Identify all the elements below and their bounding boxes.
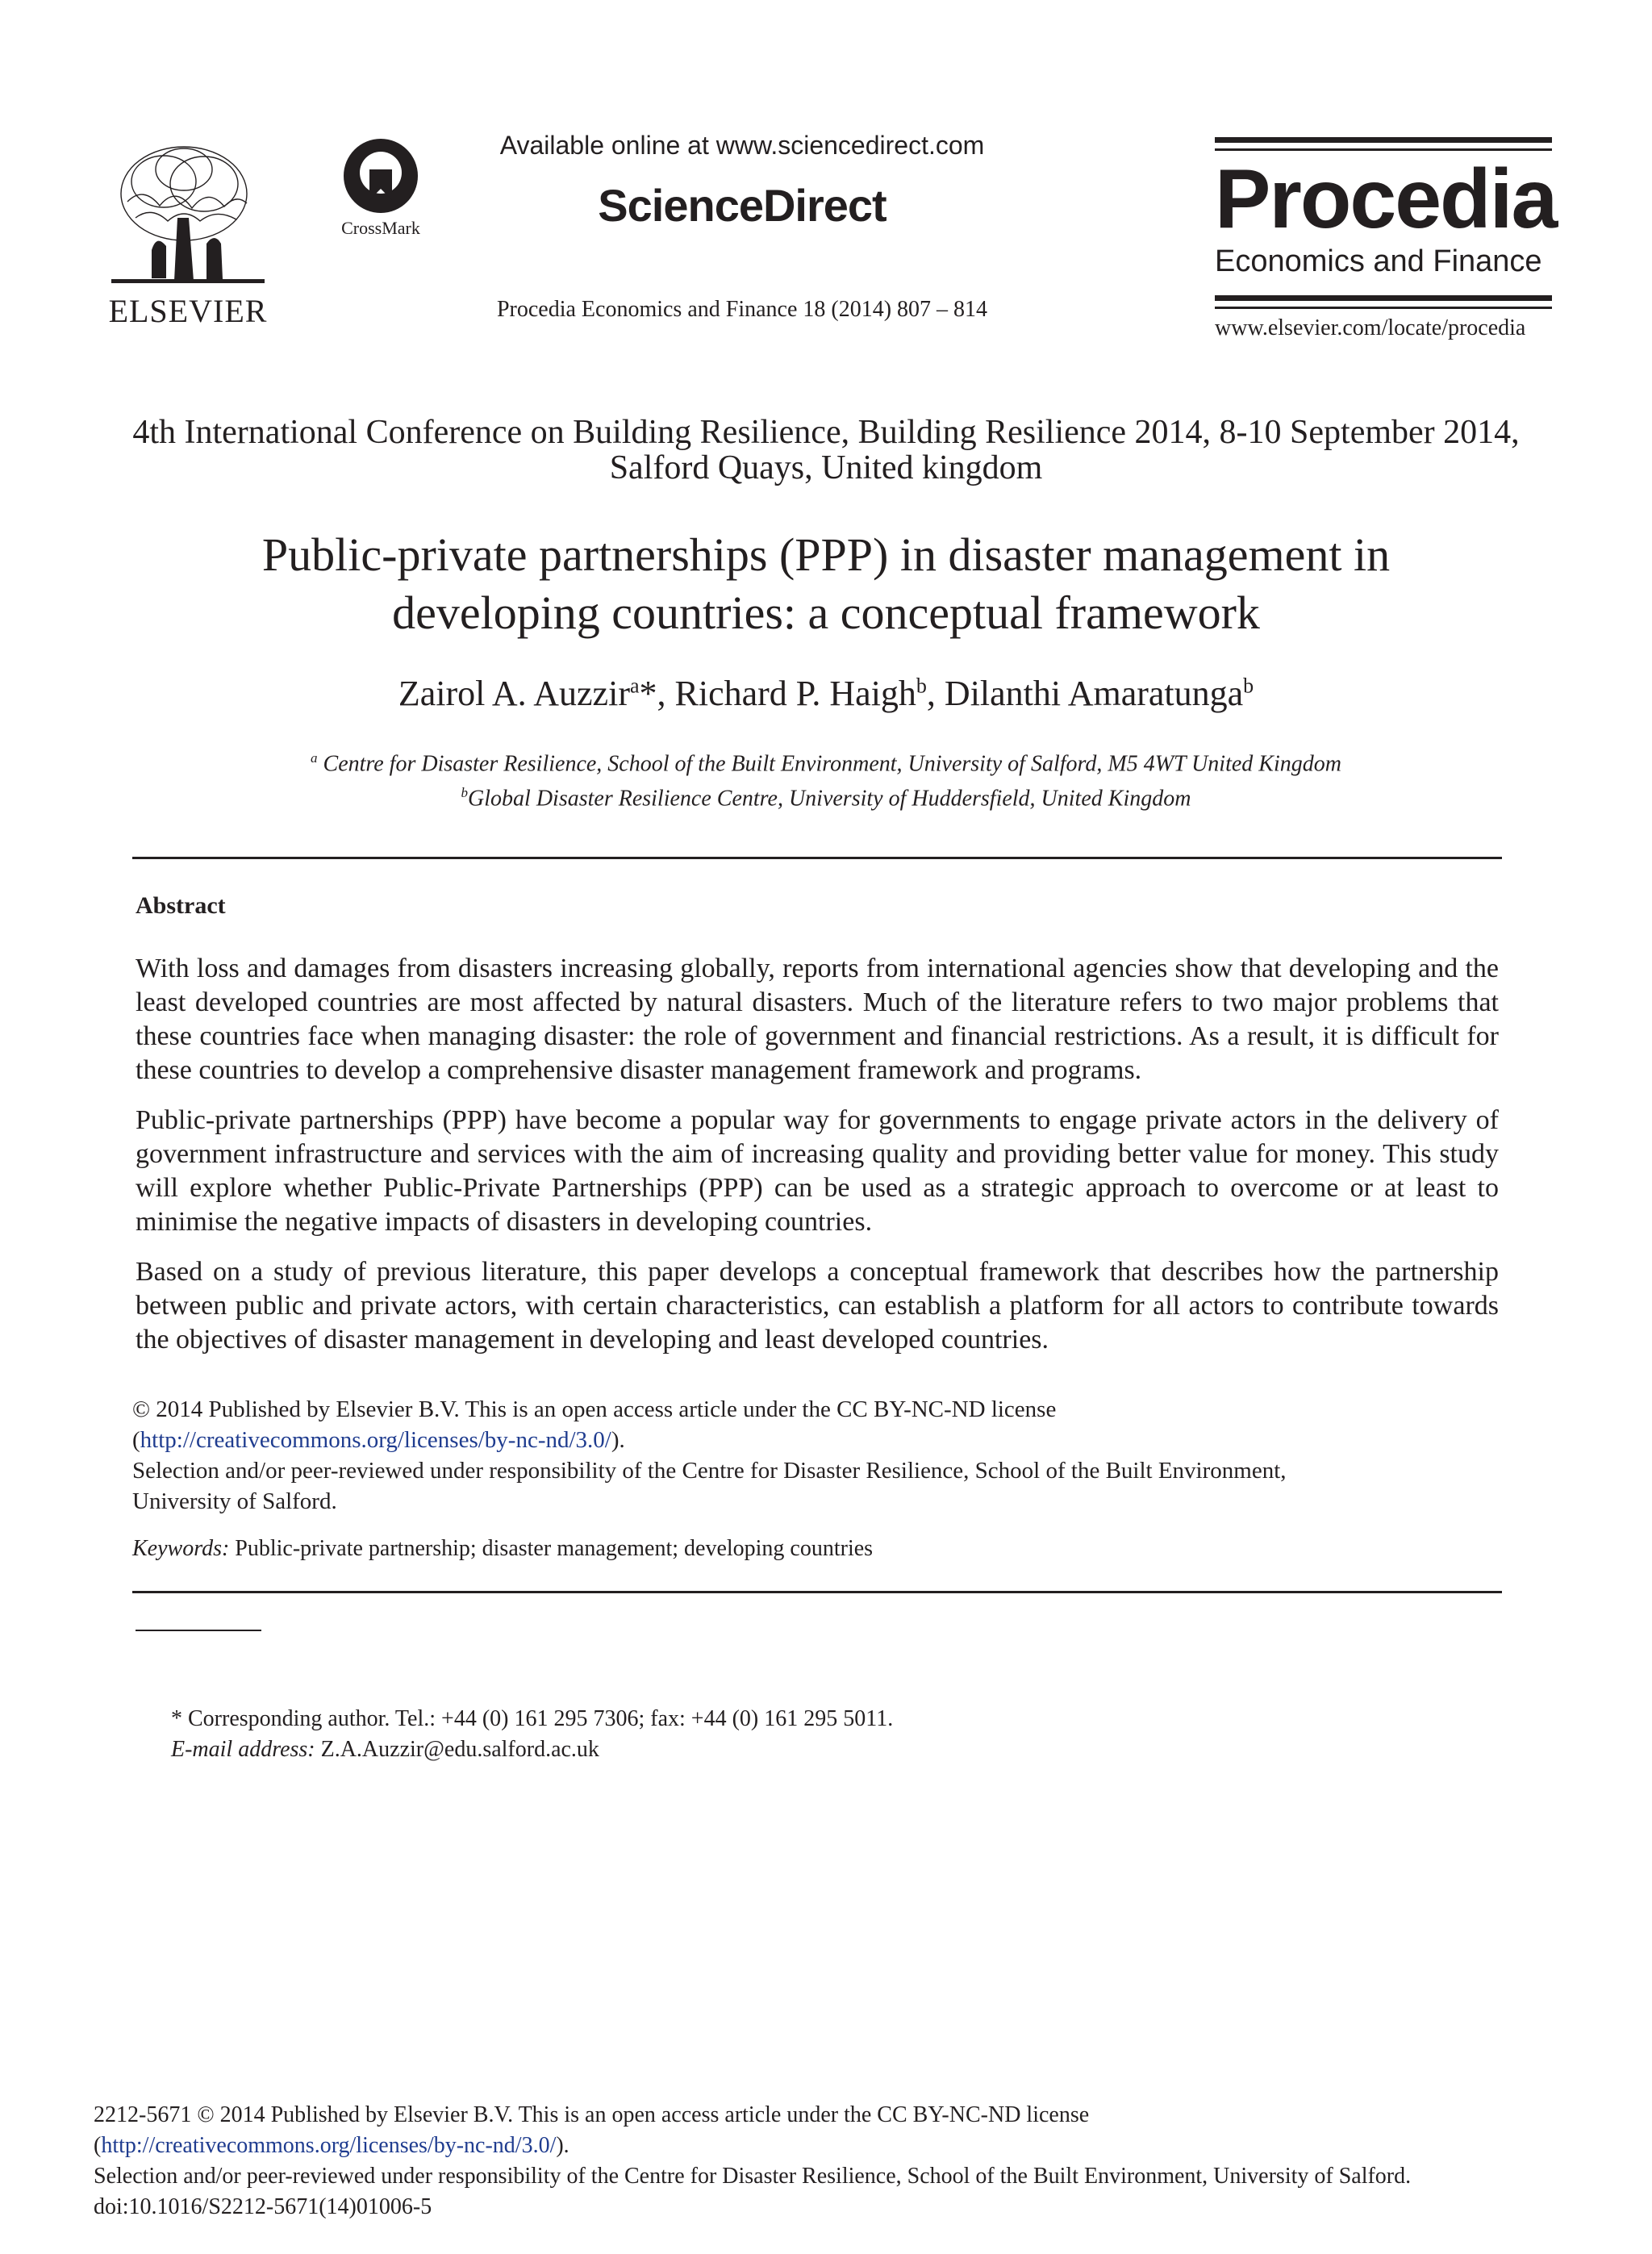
review-line: Selection and/or peer-reviewed under responsibility of the Centre for Disaster Resilience, School of the Built Environment,: [132, 1458, 1287, 1484]
affiliation-text: Centre for Disaster Resilience, School of the Built Environment, University of Salford, M5 4WT United Kingdom: [323, 751, 1341, 777]
corresponding-mark: *: [639, 674, 657, 713]
affiliation-mark: b: [461, 785, 469, 801]
affiliation-text: Global Disaster Resilience Centre, University of Huddersfield, United Kingdom: [468, 786, 1191, 812]
sciencedirect-logo: ScienceDirect: [598, 180, 886, 231]
paren: ).: [611, 1427, 625, 1453]
abstract-body: [136, 952, 1499, 1373]
license-line: © 2014 Published by Elsevier B.V. This is an open access article under the CC BY-NC-ND license: [132, 1396, 1057, 1422]
crossmark-label: CrossMark: [341, 218, 420, 238]
abstract-paragraph: Public-private partnerships (PPP) have become a popular way for governments to engage private actors in the delivery of government infrastructure and services with the aim of increasing quality and providing better value for money. This study will explore whether Public-Private Partnerships (PPP) can be used as a strategic approach to overcome or at least to minimise the negative impacts of disasters in developing countries.: [136, 1105, 1499, 1237]
paren: ).: [556, 2133, 569, 2158]
title-line: Public-private partnerships (PPP) in disaster management in: [261, 528, 1391, 581]
publisher-name: ELSEVIER: [108, 293, 268, 329]
author-list: Zairol A. Auzzir$^a$*, Richard P. Haigh$^b$, Dilanthi Amaratunga$^b$: [398, 674, 1254, 713]
license-link[interactable]: http://creativecommons.org/licenses/by-nc-nd/3.0/: [101, 2133, 557, 2158]
masthead-rule: [1215, 307, 1552, 309]
journal-subtitle: Economics and Finance: [1215, 244, 1542, 278]
crossmark-icon: [340, 136, 421, 216]
masthead-rule: [1215, 137, 1552, 143]
bottom-publication-info: [94, 2100, 1562, 2223]
author-affiliation-mark: b: [916, 674, 927, 698]
crossmark-badge[interactable]: [332, 136, 429, 239]
author-name: Zairol A. Auzzir: [398, 674, 630, 713]
email-line: [171, 1734, 1381, 1765]
keywords-label: Keywords:: [132, 1536, 230, 1561]
affiliation-mark: a: [311, 750, 318, 766]
license-notice: [132, 1394, 1504, 1517]
affiliation-list: [161, 744, 1491, 814]
abstract-paragraph: Based on a study of previous literature, this paper develops a conceptual framework that describes how the partnership between public and private actors, with certain characteristics, can establish a platform for all actors to contribute towards the objectives of disaster management in developing and least developed countries.: [136, 1257, 1499, 1354]
affiliation: [161, 744, 1491, 778]
keywords-text: Public-private partnership; disaster management; developing countries: [229, 1536, 874, 1561]
email-address[interactable]: Z.A.Auzzir@edu.salford.ac.uk: [315, 1737, 599, 1762]
title-line: developing countries: a conceptual framework: [392, 586, 1260, 639]
elsevier-tree-icon: [103, 137, 273, 290]
journal-citation: Procedia Economics and Finance 18 (2014) 807 – 814: [496, 297, 988, 322]
license-link-line: [94, 2131, 1562, 2161]
issn-line: 2212-5671 © 2014 Published by Elsevier B.V. This is an open access article under the CC BY-NC-ND license: [94, 2102, 1090, 2127]
paren: (: [132, 1427, 140, 1453]
author-name: Dilanthi Amaratunga: [944, 674, 1244, 713]
author-affiliation-mark: b: [1243, 674, 1254, 698]
corresponding-footnote: [171, 1704, 1381, 1765]
section-divider: [132, 1591, 1502, 1593]
review-line: Selection and/or peer-reviewed under responsibility of the Centre for Disaster Resilience, School of the Built Environment, University of Salford.: [94, 2164, 1412, 2189]
masthead-rule: [1215, 295, 1552, 301]
abstract-paragraph: With loss and damages from disasters increasing globally, reports from international agencies show that developing and the least developed countries are most affected by natural disasters. Much of the literature refers to two major problems that these countries face when managing disaster: the role of government and financial restrictions. As a result, it is difficult for these countries to develop a comprehensive disaster management framework and programs.: [136, 954, 1499, 1085]
paren: (: [94, 2133, 102, 2158]
paper-title: [161, 526, 1491, 642]
license-link[interactable]: http://creativecommons.org/licenses/by-nc-nd/3.0/: [140, 1427, 611, 1453]
author-name: Richard P. Haigh: [674, 674, 916, 713]
procedia-masthead: [1215, 137, 1557, 341]
journal-name: Procedia: [1215, 152, 1557, 246]
corresponding-author: * Corresponding author. Tel.: +44 (0) 161 295 7306; fax: +44 (0) 161 295 5011.: [171, 1706, 894, 1731]
available-online[interactable]: Available online at www.sciencedirect.com: [499, 131, 985, 160]
section-divider: [132, 857, 1502, 859]
review-line: University of Salford.: [132, 1488, 337, 1514]
affiliation: [161, 778, 1491, 813]
doi[interactable]: doi:10.1016/S2212-5671(14)01006-5: [94, 2194, 432, 2219]
elsevier-logo: [103, 137, 273, 330]
conference-name: 4th International Conference on Building Resilience, Building Resilience 2014, 8-10 September 2014, Salford Quays, United kingdom: [132, 414, 1520, 486]
license-link-line: [132, 1425, 1504, 1455]
journal-url[interactable]: www.elsevier.com/locate/procedia: [1215, 315, 1526, 340]
masthead-rule: [1215, 148, 1552, 151]
author-affiliation-mark: a: [629, 674, 640, 698]
footnote-rule: [136, 1630, 261, 1631]
keywords: [132, 1536, 1504, 1562]
abstract-heading: Abstract: [136, 892, 226, 919]
email-label: E-mail address:: [171, 1737, 315, 1762]
